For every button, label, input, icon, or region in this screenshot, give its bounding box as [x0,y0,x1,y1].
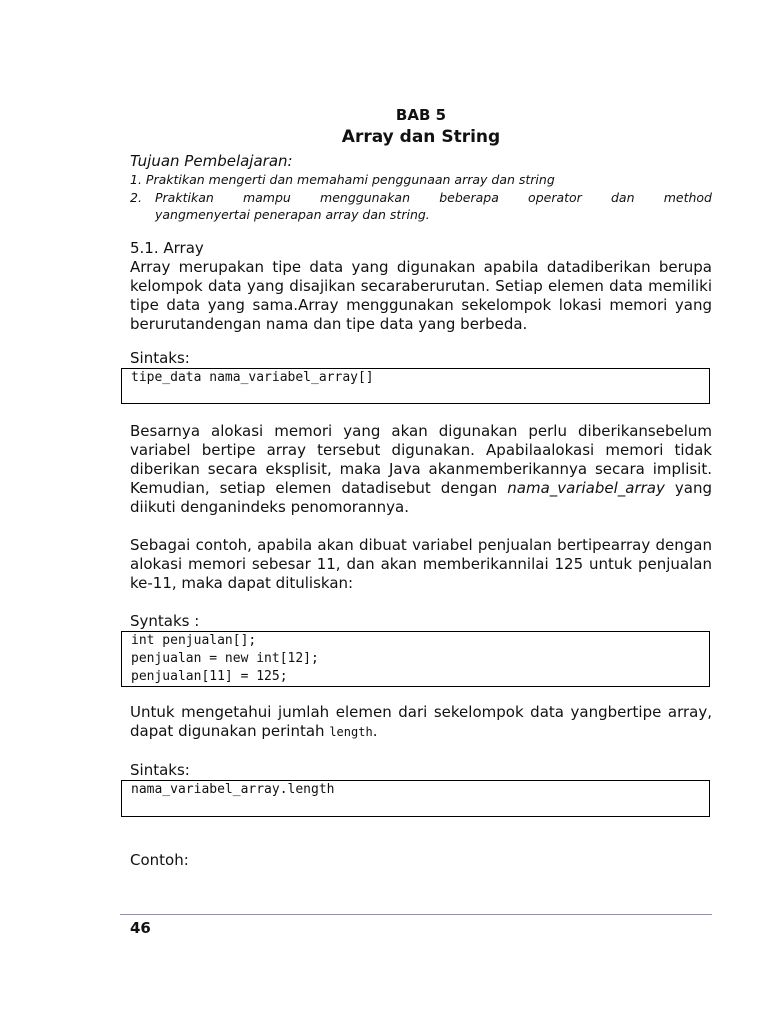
chapter-title: Array dan String [341,127,501,147]
objective-item-2-line2: yangmenyertai penerapan array dan string. [155,207,430,222]
paragraph-length-text: Untuk mengetahui jumlah elemen dari sekelompok data yangbertipe array, dapat digunakan perintah [130,702,712,740]
objective-item-1: 1. Praktikan mengerti dan memahami penggunaan array dan string [130,172,555,187]
paragraph-allocation [130,422,712,517]
paragraph-length-tail: . [372,721,378,740]
document-page [130,105,712,870]
variable-name-italic: nama_variabel_array [507,478,665,497]
syntax-label-1: Sintaks: [130,348,190,367]
page-number: 46 [130,919,151,937]
code-line: penjualan[11] = 125; [131,668,288,684]
paragraph-length [130,703,712,742]
chapter-label: BAB 5 [395,106,447,124]
code-line: int penjualan[]; [131,632,257,648]
example-label: Contoh: [130,850,189,869]
code-line: tipe_data nama_variabel_array[] [131,369,374,385]
paragraph-allocation-tail: yang diikuti denganindeks penomorannya. [130,478,712,516]
paragraph-example: Sebagai contoh, apabila akan dibuat variabel penjualan bertipearray dengan alokasi memori sebesar 11, dan akan memberikannilai 125 untuk penjualan ke-11, maka dapat dituliskan: [130,535,712,592]
code-box-2 [121,631,710,687]
intro-paragraph: Array merupakan tipe data yang digunakan apabila datadiberikan berupa kelompok data yang disajikan secaraberurutan. Setiap elemen data memiliki tipe data yang sama.Array menggunakan sekelompok lokasi memori yang berurutandengan nama dan tipe data yang berbeda. [130,257,712,333]
footer-divider [120,914,712,915]
section-heading: 5.1. Array [130,238,204,257]
syntax-label-2: Syntaks : [130,611,200,630]
code-line: penjualan = new int[12]; [131,650,319,666]
objective-item-2 [130,189,712,207]
code-box-3 [121,780,710,817]
objectives-heading: Tujuan Pembelajaran: [130,152,293,170]
code-box-1 [121,368,710,404]
objective-item-2-line1: Praktikan mampu menggunakan beberapa operator dan method [155,189,712,205]
paragraph-allocation-text: Besarnya alokasi memori yang akan digunakan perlu diberikansebelum variabel bertipe array tersebut digunakan. Apabilaalokasi memori tidak diberikan secara eksplisit, maka Java akanmemberikannya secara implisit. Kemudian, setiap elemen datadisebut dengan [130,421,712,497]
code-line: nama_variabel_array.length [131,781,335,797]
length-keyword: length [329,724,373,739]
syntax-label-3: Sintaks: [130,760,190,779]
objective-item-2-number: 2. [130,189,142,205]
